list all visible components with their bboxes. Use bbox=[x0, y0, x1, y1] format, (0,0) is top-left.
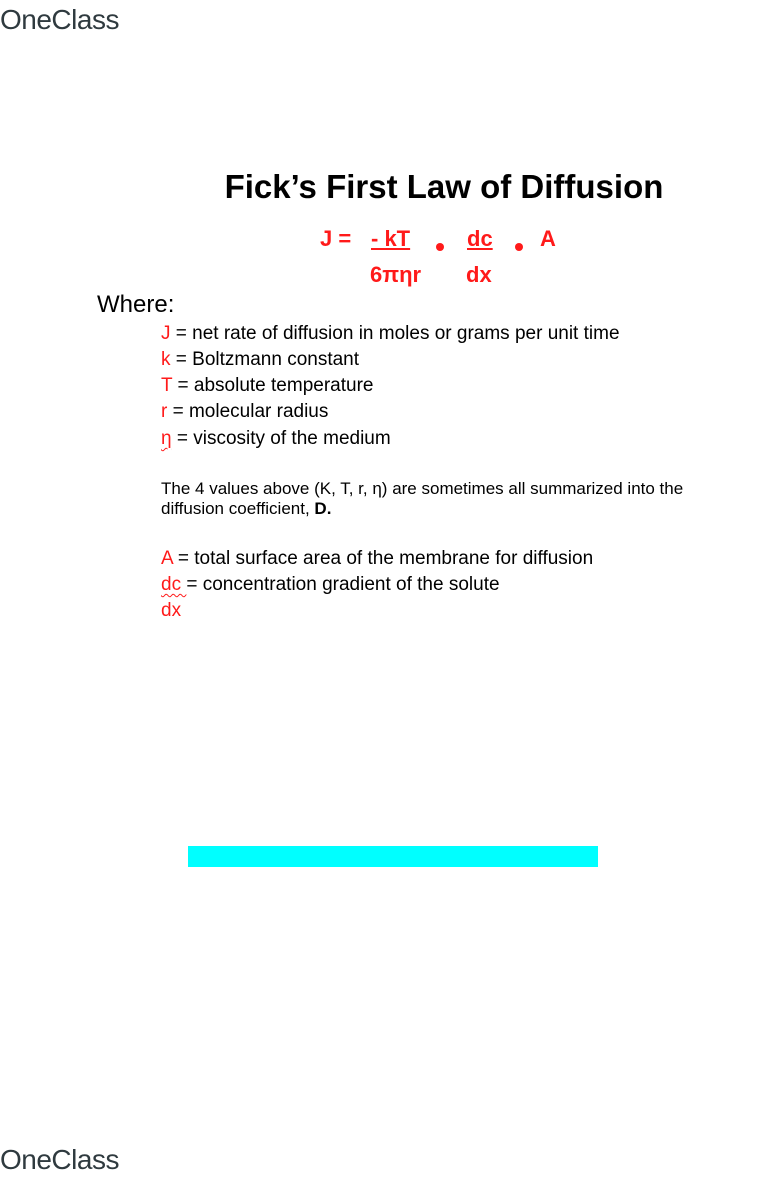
logo-text: OneClass bbox=[0, 4, 119, 35]
formula-numerator-1: - kT bbox=[371, 226, 411, 251]
definition-text: = molecular radius bbox=[167, 401, 329, 422]
symbol: T bbox=[161, 375, 173, 396]
multiply-dot-1 bbox=[436, 243, 444, 251]
formula-lhs: J = bbox=[320, 226, 352, 251]
summary-line-1: The 4 values above (K, T, r, η) are sometimes all summarized into the bbox=[161, 479, 684, 498]
definition-text: = total surface area of the membrane for diffusion bbox=[172, 548, 594, 569]
definition-t bbox=[161, 375, 373, 397]
symbol: dx bbox=[161, 600, 182, 621]
definition-text: = concentration gradient of the solute bbox=[186, 574, 500, 595]
definition-text: = viscosity of the medium bbox=[171, 428, 391, 449]
summary-line-2 bbox=[161, 499, 776, 519]
definition-text: = Boltzmann constant bbox=[170, 349, 360, 370]
definition-dc bbox=[161, 574, 500, 596]
multiply-dot-2 bbox=[515, 243, 523, 251]
definition-r bbox=[161, 401, 328, 423]
document-title: Fick’s First Law of Diffusion bbox=[224, 168, 664, 205]
symbol: dc bbox=[161, 574, 187, 595]
definition-text: = absolute temperature bbox=[172, 375, 374, 396]
formula-denominator-1: 6πηr bbox=[370, 262, 422, 287]
symbol: η bbox=[161, 428, 172, 449]
logo-text: OneClass bbox=[0, 1144, 119, 1175]
definition-j bbox=[161, 323, 620, 345]
summary-paragraph bbox=[161, 479, 776, 519]
definition-a bbox=[161, 548, 593, 570]
where-label: Where: bbox=[97, 291, 175, 318]
symbol: r bbox=[161, 401, 168, 422]
symbol: A bbox=[161, 548, 173, 569]
oneclass-logo-top bbox=[0, 2, 119, 38]
formula-last-term: A bbox=[540, 226, 556, 251]
definition-k bbox=[161, 349, 359, 371]
formula-numerator-2: dc bbox=[467, 226, 493, 251]
definition-text: = net rate of diffusion in moles or grams per unit time bbox=[170, 323, 620, 344]
diffusion-coefficient-symbol: D. bbox=[314, 499, 332, 518]
summary-line-2-text: diffusion coefficient, bbox=[161, 499, 315, 518]
definition-dx bbox=[161, 600, 181, 622]
symbol: J bbox=[161, 323, 171, 344]
symbol: k bbox=[161, 349, 171, 370]
definition-eta bbox=[161, 428, 391, 450]
formula-denominator-2: dx bbox=[466, 262, 492, 287]
highlight-bar bbox=[188, 846, 598, 867]
